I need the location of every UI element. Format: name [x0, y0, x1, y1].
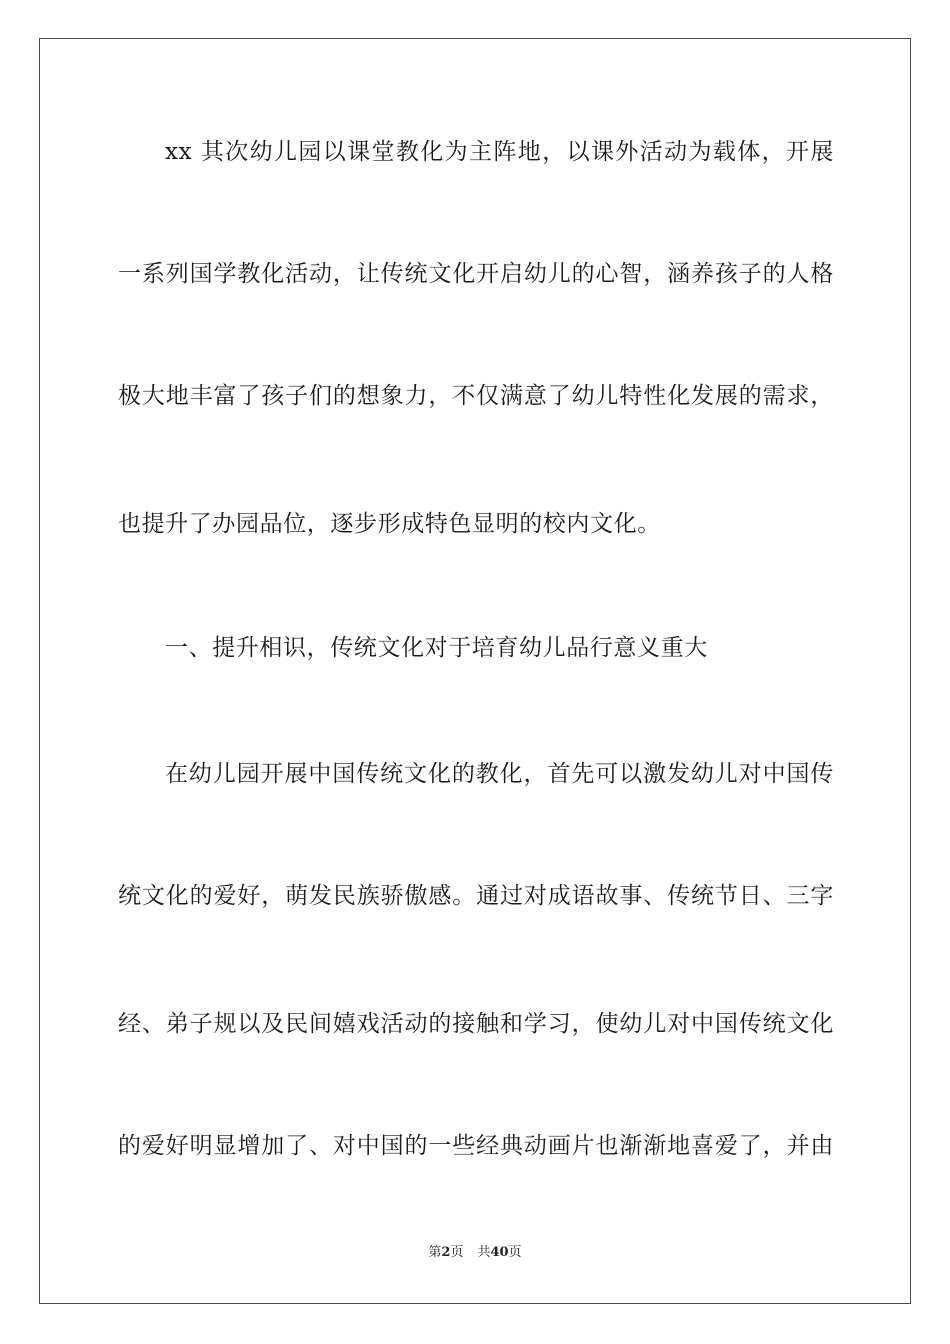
page-border — [39, 38, 911, 1304]
paragraph-line-2: 一系列国学教化活动，让传统文化开启幼儿的心智，涵养孩子的人格 — [118, 261, 834, 287]
total-prefix: 共 — [477, 1245, 491, 1260]
paragraph-line-1: xx 其次幼儿园以课堂教化为主阵地，以课外活动为载体，开展 — [165, 139, 834, 165]
page-number: 2 — [441, 1245, 451, 1260]
paragraph-line-4: 也提升了办园品位，逐步形成特色显明的校内文化。 — [118, 511, 661, 537]
paragraph-line-8: 的爱好明显增加了、对中国的一些经典动画片也渐渐地喜爱了，并由 — [118, 1133, 834, 1159]
total-suffix: 页 — [508, 1245, 522, 1260]
page-suffix: 页 — [450, 1245, 464, 1260]
total-pages: 40 — [490, 1245, 509, 1260]
section-heading: 一、提升相识，传统文化对于培育幼儿品行意义重大 — [165, 635, 708, 661]
paragraph-line-5: 在幼儿园开展中国传统文化的教化，首先可以激发幼儿对中国传 — [165, 761, 834, 787]
page-footer — [0, 1244, 950, 1262]
paragraph-line-6: 统文化的爱好，萌发民族骄傲感。通过对成语故事、传统节日、三字 — [118, 883, 834, 909]
paragraph-line-7: 经、弟子规以及民间嬉戏活动的接触和学习，使幼儿对中国传统文化 — [118, 1011, 834, 1037]
page-prefix: 第 — [428, 1245, 442, 1260]
paragraph-line-3: 极大地丰富了孩子们的想象力，不仅满意了幼儿特性化发展的需求， — [118, 383, 834, 409]
